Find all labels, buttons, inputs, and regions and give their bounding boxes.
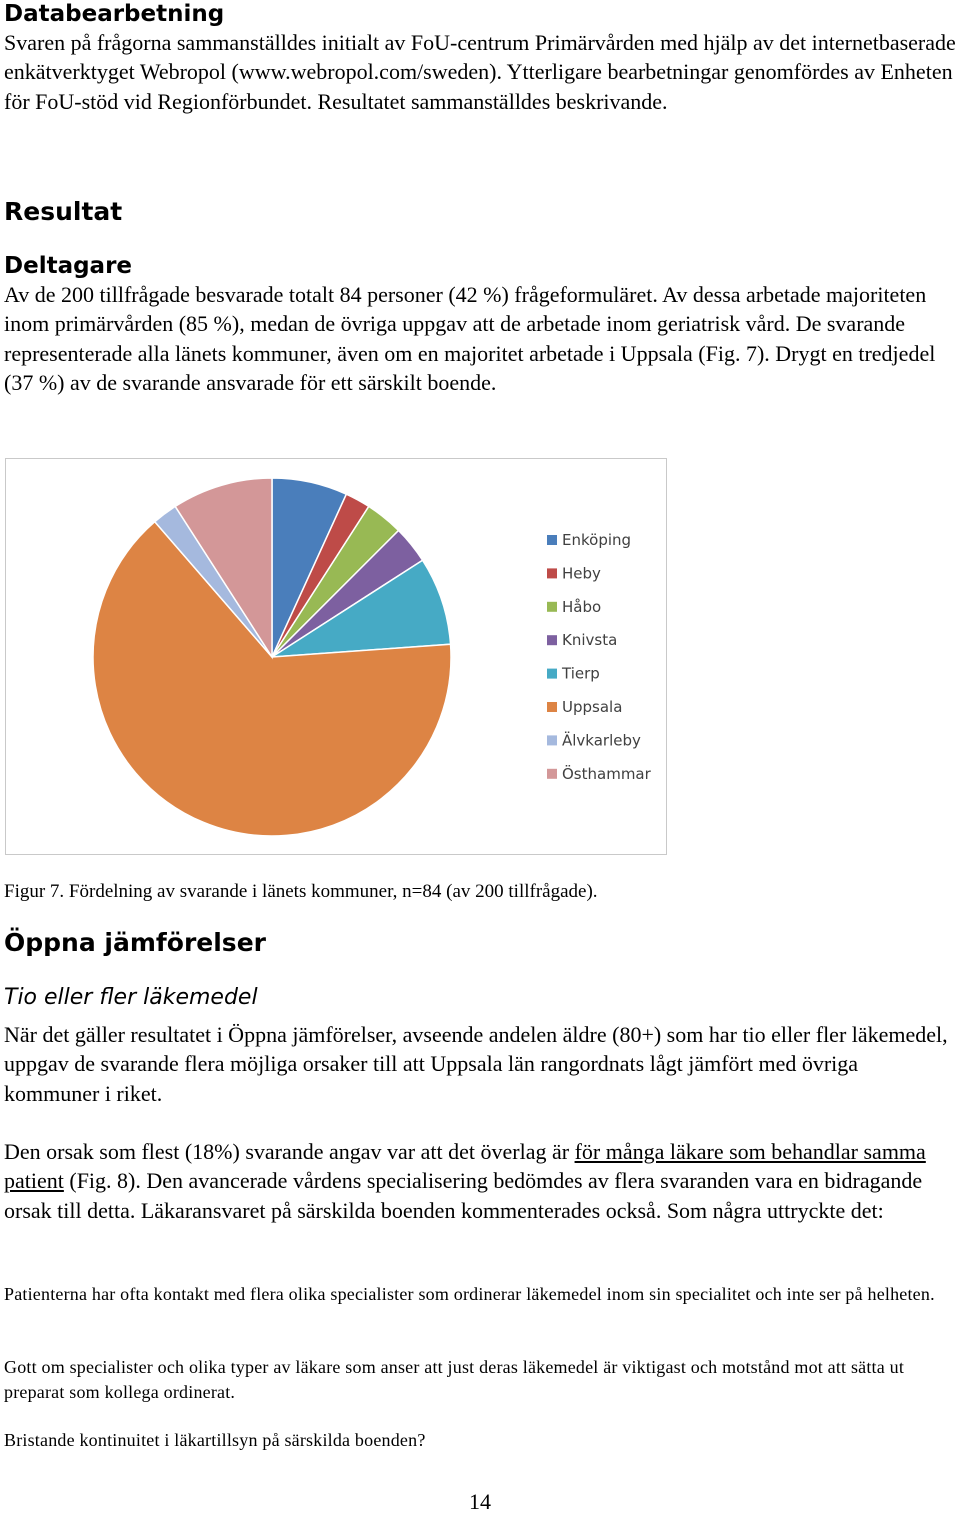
section-open-comparisons — [4, 928, 956, 958]
section-deltagare — [4, 252, 956, 397]
chart-legend — [547, 531, 652, 783]
legend-label-heby: Heby — [562, 564, 601, 583]
legend-label-enköping: Enköping — [562, 531, 632, 549]
legend-swatch-knivsta — [547, 635, 557, 645]
paragraph-2-underlined: för många läkare som behandlar samma patient — [4, 1139, 926, 1194]
legend-label-älvkarleby: Älvkarleby — [562, 731, 641, 750]
participants-paragraph: Av de 200 tillfrågade besvarade totalt 84 personer (42 %) frågeformuläret. Av dessa arbetade majoriteten inom primärvården (85 %), medan de övriga uppgav att de arbetade inom geriatrisk vård. De svarande representerade alla länets kommuner, även om en majoritet arbetade i Uppsala (Fig. 7). Drygt en tredjedel (37 %) av de svarande ansvarade för ett särskilt boende. — [4, 282, 936, 395]
quote-1-wrap — [4, 1282, 956, 1307]
legend-swatch-tierp — [547, 669, 557, 679]
legend-label-uppsala: Uppsala — [562, 698, 623, 716]
comparisons-paragraph-1: När det gäller resultatet i Öppna jämförelser, avseende andelen äldre (80+) som har tio eller fler läkemedel, uppgav de svarande flera möjliga orsaker till att Uppsala län rangordnats lågt jämfört med övriga kommuner i riket. — [4, 1022, 948, 1106]
quote-3: Bristande kontinuitet i läkartillsyn på särskilda boenden? — [4, 1430, 426, 1450]
comparisons-subheading: Tio eller fler läkemedel — [4, 985, 258, 1010]
participants-heading: Deltagare — [4, 253, 133, 279]
section-databearbetning — [4, 0, 956, 116]
pie-slices — [93, 478, 451, 836]
quote-2-wrap — [4, 1355, 956, 1405]
paragraph-2-after: (Fig. 8). Den avancerade vårdens specialisering bedömdes av flera svaranden vara en bidragande orsak till detta. Läkaransvaret på särskilda boenden kommenterades också. Som några uttryckte det: — [4, 1168, 923, 1223]
legend-label-tierp: Tierp — [562, 664, 600, 683]
section-heading: Databearbetning — [4, 1, 225, 27]
legend-swatch-uppsala — [547, 702, 557, 712]
pie-chart-figure — [5, 458, 667, 855]
legend-label-knivsta: Knivsta — [562, 631, 618, 650]
legend-label-håbo: Håbo — [562, 597, 602, 616]
legend-swatch-älvkarleby — [547, 735, 557, 745]
legend-swatch-östhammar — [547, 769, 557, 779]
figure-caption: Figur 7. Fördelning av svarande i länets kommuner, n=84 (av 200 tillfrågade). — [4, 881, 598, 902]
legend-swatch-enköping — [547, 535, 557, 545]
section-paragraph: Svaren på frågorna sammanställdes initialt av FoU-centrum Primärvården med hjälp av det internetbaserade enkätverktyget Webropol (www.webropol.com/sweden). Ytterligare bearbetningar genomfördes av Enheten för FoU-stöd vid Regionförbundet. Resultatet sammanställdes beskrivande. — [4, 30, 956, 114]
paragraph-2-before: Den orsak som flest (18%) svarande angav var att det överlag är — [4, 1139, 575, 1164]
quote-1: Patienterna har ofta kontakt med flera olika specialister som ordinerar läkemedel inom sin specialitet och inte ser på helheten. — [4, 1284, 935, 1304]
section-resultat — [4, 197, 956, 227]
comparisons-heading: Öppna jämförelser — [4, 928, 266, 957]
results-heading: Resultat — [4, 197, 123, 226]
section-ten-or-more — [4, 984, 956, 1012]
comparisons-paragraph-2 — [4, 1137, 956, 1225]
legend-swatch-heby — [547, 568, 557, 578]
comparisons-paragraph-1-wrap — [4, 1020, 956, 1108]
pie-chart — [6, 459, 666, 854]
legend-label-östhammar: Östhammar — [562, 764, 651, 783]
quote-3-wrap — [4, 1428, 956, 1453]
legend-swatch-håbo — [547, 602, 557, 612]
page-number: 14 — [469, 1489, 491, 1514]
quote-2: Gott om specialister och olika typer av läkare som anser att just deras läkemedel är viktigast och motstånd mot att sätta ut preparat som kollega ordinerat. — [4, 1357, 905, 1402]
comparisons-paragraph-2-wrap — [4, 1137, 956, 1225]
